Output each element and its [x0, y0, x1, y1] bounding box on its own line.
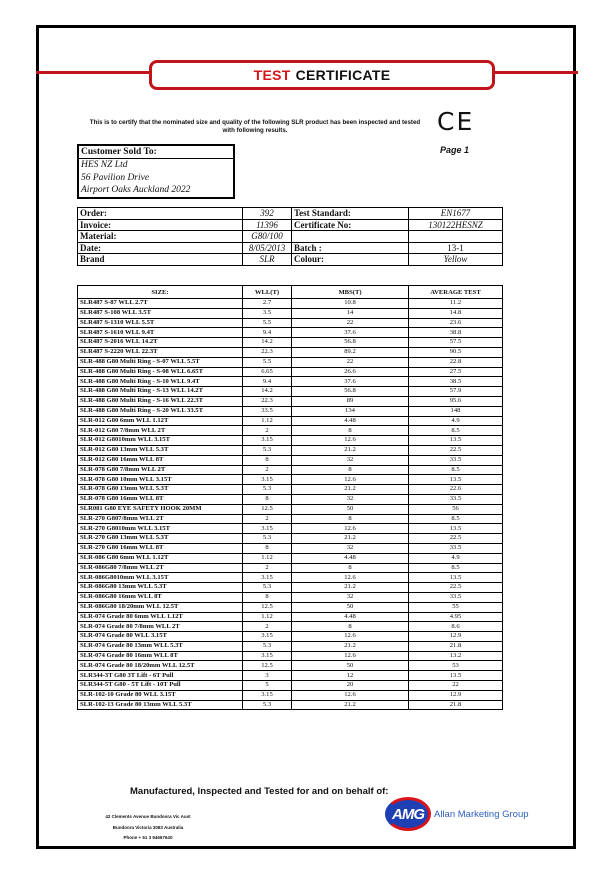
- mbs-cell: 32: [292, 494, 409, 504]
- mbs-cell: 21.2: [292, 641, 409, 651]
- mbs-cell: 32: [292, 543, 409, 553]
- wll-cell: 12.5: [243, 504, 292, 514]
- wll-cell: 12.5: [243, 602, 292, 612]
- wll-cell: 3.5: [243, 308, 292, 318]
- size-cell: SLR-488 G80 Multi Ring - S-10 WLL 9.4T: [78, 377, 243, 387]
- mbs-cell: 32: [292, 455, 409, 465]
- average-test-cell: 38.8: [409, 328, 503, 338]
- table-row: [78, 573, 503, 583]
- table-row: [78, 494, 503, 504]
- size-cell: SLR487 S-2016 WLL 14.2T: [78, 338, 243, 348]
- wll-cell: 8: [243, 592, 292, 602]
- size-cell: SLR-012 G80 16mm WLL 8T: [78, 455, 243, 465]
- mbs-cell: 12.6: [292, 436, 409, 446]
- info-value: 8/05/2013: [243, 242, 292, 254]
- wll-cell: 5: [243, 681, 292, 691]
- average-test-cell: 27.5: [409, 367, 503, 377]
- average-test-cell: 4.9: [409, 416, 503, 426]
- wll-cell: 5.3: [243, 641, 292, 651]
- phone-line: Phone + 61 3 94667640: [123, 835, 173, 840]
- average-test-cell: 33.5: [409, 455, 503, 465]
- certificate-title: [149, 60, 495, 90]
- ce-mark-icon: CE: [437, 107, 475, 136]
- info-label: Material:: [78, 231, 243, 243]
- table-row: [78, 328, 503, 338]
- size-cell: SLR-488 G80 Multi Ring - S-08 WLL 6.65T: [78, 367, 243, 377]
- order-info-table: [77, 207, 503, 266]
- average-test-cell: 12.9: [409, 690, 503, 700]
- customer-line: 56 Pavilion Drive: [81, 172, 150, 183]
- mbs-cell: 50: [292, 504, 409, 514]
- wll-cell: 8: [243, 543, 292, 553]
- mbs-cell: 8: [292, 563, 409, 573]
- info-value-2: [409, 231, 503, 243]
- mbs-cell: 8: [292, 465, 409, 475]
- info-value: 392: [243, 208, 292, 220]
- average-test-cell: 13.2: [409, 651, 503, 661]
- size-cell: SLR-074 Grade 80 7/8mm WLL 2T: [78, 622, 243, 632]
- average-test-cell: 14.8: [409, 308, 503, 318]
- size-cell: SLR-074 Grade 80 16mm WLL 8T: [78, 651, 243, 661]
- mbs-cell: 14: [292, 308, 409, 318]
- table-row: [78, 543, 503, 553]
- table-row: [78, 465, 503, 475]
- table-row: [78, 445, 503, 455]
- average-test-cell: 57.9: [409, 387, 503, 397]
- wll-cell: 22.3: [243, 347, 292, 357]
- size-cell: SLR487 S-108 WLL 3.5T: [78, 308, 243, 318]
- header-mbs: MBS(T): [292, 286, 409, 299]
- wll-cell: 5.5: [243, 318, 292, 328]
- mbs-cell: 50: [292, 602, 409, 612]
- table-row: [78, 367, 503, 377]
- size-cell: SLR-488 G80 Multi Ring - S-13 WLL 14.2T: [78, 387, 243, 397]
- mbs-cell: 56.8: [292, 338, 409, 348]
- size-cell: SLR-074 Grade 80 18/20mm WLL 12.5T: [78, 661, 243, 671]
- average-test-cell: 53: [409, 661, 503, 671]
- size-cell: SLR-012 G80 6mm WLL 1.12T: [78, 416, 243, 426]
- mbs-cell: 21.2: [292, 445, 409, 455]
- mbs-cell: 22: [292, 357, 409, 367]
- wll-cell: 5.3: [243, 700, 292, 710]
- size-cell: SLR344-3T G80 3T Lift - 6T Pull: [78, 671, 243, 681]
- average-test-cell: 22.5: [409, 534, 503, 544]
- wll-cell: 3.15: [243, 436, 292, 446]
- table-row: [78, 514, 503, 524]
- mbs-cell: 12.6: [292, 690, 409, 700]
- size-cell: SLR-086G80 18/20mm WLL 12.5T: [78, 602, 243, 612]
- average-test-cell: 13.5: [409, 524, 503, 534]
- table-row: [78, 700, 503, 710]
- table-row: [78, 299, 503, 309]
- mbs-cell: 12.6: [292, 475, 409, 485]
- address-line: Bundoora Victoria 3083 Australia: [112, 824, 184, 830]
- size-cell: SLR-270 G807/8mm WLL 2T: [78, 514, 243, 524]
- mbs-cell: 32: [292, 592, 409, 602]
- table-row: [78, 583, 503, 593]
- customer-line: HES NZ Ltd: [81, 160, 128, 170]
- size-cell: SLR-078 G80 16mm WLL 8T: [78, 494, 243, 504]
- table-row: [78, 602, 503, 612]
- size-cell: SLR-074 Grade 80 6mm WLL 1.12T: [78, 612, 243, 622]
- company-address: [88, 812, 208, 844]
- average-test-cell: 8.6: [409, 622, 503, 632]
- wll-cell: 1.12: [243, 416, 292, 426]
- size-cell: SLR-102-10 Grade 80 WLL 3.15T: [78, 690, 243, 700]
- table-row: [78, 524, 503, 534]
- wll-cell: 2: [243, 426, 292, 436]
- mbs-cell: 10.8: [292, 299, 409, 309]
- wll-cell: 14.2: [243, 387, 292, 397]
- table-row: [78, 426, 503, 436]
- size-cell: SLR-012 G80 13mm WLL 5.3T: [78, 445, 243, 455]
- wll-cell: 5.3: [243, 534, 292, 544]
- size-cell: SLR-074 Grade 80 WLL 3.15T: [78, 632, 243, 642]
- size-cell: SLR-086G80 13mm WLL 5.3T: [78, 583, 243, 593]
- size-cell: SLR-078 G80 7/8mm WLL 2T: [78, 465, 243, 475]
- table-row: [78, 406, 503, 416]
- customer-line: Airport Oaks Auckland 2022: [81, 185, 191, 195]
- info-value-2: 13-1: [409, 242, 503, 254]
- table-row: [78, 347, 503, 357]
- mbs-cell: 4.48: [292, 416, 409, 426]
- wll-cell: 2: [243, 563, 292, 573]
- size-cell: SLR081 G80 EYE SAFETY HOOK 20MM: [78, 504, 243, 514]
- customer-box: [77, 144, 235, 199]
- address-line: 42 Clements Avenue Bundoora Vic Aust: [105, 814, 191, 819]
- mbs-cell: 12.6: [292, 651, 409, 661]
- wll-cell: 8: [243, 455, 292, 465]
- wll-cell: 9.4: [243, 377, 292, 387]
- info-value: SLR: [243, 254, 292, 266]
- test-results-table: [77, 285, 503, 710]
- wll-cell: 2: [243, 622, 292, 632]
- size-cell: SLR487 S-1610 WLL 9.4T: [78, 328, 243, 338]
- average-test-cell: 8.5: [409, 465, 503, 475]
- table-row: [78, 690, 503, 700]
- table-row: [78, 651, 503, 661]
- table-row: [78, 671, 503, 681]
- info-label-2: Batch :: [292, 242, 409, 254]
- average-test-cell: 8.5: [409, 426, 503, 436]
- wll-cell: 3.15: [243, 651, 292, 661]
- average-test-cell: 23.6: [409, 318, 503, 328]
- table-row: [78, 357, 503, 367]
- table-row: [78, 661, 503, 671]
- info-row: [78, 219, 503, 231]
- wll-cell: 12.5: [243, 661, 292, 671]
- table-row: [78, 338, 503, 348]
- wll-cell: 2.7: [243, 299, 292, 309]
- wll-cell: 3: [243, 671, 292, 681]
- table-row: [78, 553, 503, 563]
- average-test-cell: 22.8: [409, 357, 503, 367]
- mbs-cell: 134: [292, 406, 409, 416]
- header-average-test: AVERAGE TEST: [409, 286, 503, 299]
- mbs-cell: 56.8: [292, 387, 409, 397]
- table-row: [78, 681, 503, 691]
- size-cell: SLR-086G80 7/8mm WLL 2T: [78, 563, 243, 573]
- mbs-cell: 8: [292, 514, 409, 524]
- info-label: Order:: [78, 208, 243, 220]
- average-test-cell: 33.5: [409, 592, 503, 602]
- info-row: [78, 254, 503, 266]
- info-row: [78, 208, 503, 220]
- average-test-cell: 13.5: [409, 475, 503, 485]
- average-test-cell: 13.5: [409, 436, 503, 446]
- wll-cell: 3.15: [243, 573, 292, 583]
- wll-cell: 3.15: [243, 475, 292, 485]
- header-rule-left: [36, 71, 149, 74]
- table-row: [78, 622, 503, 632]
- average-test-cell: 22.6: [409, 485, 503, 495]
- wll-cell: 5.3: [243, 445, 292, 455]
- size-cell: SLR-270 G8010mm WLL 3.15T: [78, 524, 243, 534]
- certification-statement: This is to certify that the nominated size and quality of the following SLR product has been inspected and tested with following results.: [89, 119, 421, 134]
- table-row: [78, 436, 503, 446]
- average-test-cell: 38.5: [409, 377, 503, 387]
- company-name: Allan Marketing Group: [434, 808, 529, 820]
- average-test-cell: 22: [409, 681, 503, 691]
- size-cell: SLR-074 Grade 80 13mm WLL 5.3T: [78, 641, 243, 651]
- size-cell: SLR-488 G80 Multi Ring - S-20 WLL 33.5T: [78, 406, 243, 416]
- info-value-2: 130122HESNZ: [409, 219, 503, 231]
- wll-cell: 5.3: [243, 583, 292, 593]
- info-row: [78, 242, 503, 254]
- mbs-cell: 21.2: [292, 485, 409, 495]
- title-red: TEST: [253, 67, 291, 83]
- table-row: [78, 377, 503, 387]
- average-test-cell: 33.5: [409, 543, 503, 553]
- mbs-cell: 37.6: [292, 328, 409, 338]
- average-test-cell: 13.5: [409, 573, 503, 583]
- info-label-2: Certificate No:: [292, 219, 409, 231]
- wll-cell: 14.2: [243, 338, 292, 348]
- info-value-2: EN1677: [409, 208, 503, 220]
- average-test-cell: 4.9: [409, 553, 503, 563]
- amg-logo: [385, 797, 529, 831]
- average-test-cell: 90.5: [409, 347, 503, 357]
- wll-cell: 22.3: [243, 396, 292, 406]
- wll-cell: 2: [243, 514, 292, 524]
- average-test-cell: 22.5: [409, 583, 503, 593]
- size-cell: SLR-086G80 16mm WLL 8T: [78, 592, 243, 602]
- average-test-cell: 8.5: [409, 563, 503, 573]
- footer-statement: Manufactured, Inspected and Tested for and on behalf of:: [130, 786, 389, 797]
- mbs-cell: 21.2: [292, 583, 409, 593]
- table-row: [78, 612, 503, 622]
- table-row: [78, 641, 503, 651]
- mbs-cell: 12.6: [292, 573, 409, 583]
- table-row: [78, 592, 503, 602]
- average-test-cell: 55: [409, 602, 503, 612]
- average-test-cell: 148: [409, 406, 503, 416]
- info-value: 11396: [243, 219, 292, 231]
- table-row: [78, 396, 503, 406]
- table-row: [78, 534, 503, 544]
- header-rule-right: [494, 71, 578, 74]
- mbs-cell: 12.6: [292, 632, 409, 642]
- customer-heading: Customer Sold To:: [79, 146, 233, 159]
- size-cell: SLR344-5T G80 - 5T Lift - 10T Pull: [78, 681, 243, 691]
- info-value-2: Yellow: [409, 254, 503, 266]
- average-test-cell: 11.2: [409, 299, 503, 309]
- info-label: Invoice:: [78, 219, 243, 231]
- table-row: [78, 563, 503, 573]
- size-cell: SLR-102-13 Grade 80 13mm WLL 5.3T: [78, 700, 243, 710]
- title-black: CERTIFICATE: [295, 67, 391, 83]
- average-test-cell: 21.8: [409, 641, 503, 651]
- size-cell: SLR-270 G80 13mm WLL 5.3T: [78, 534, 243, 544]
- size-cell: SLR487 S-1310 WLL 5.5T: [78, 318, 243, 328]
- info-value: G80/100: [243, 231, 292, 243]
- size-cell: SLR487 S-2220 WLL 22.3T: [78, 347, 243, 357]
- mbs-cell: 20: [292, 681, 409, 691]
- size-cell: SLR-488 G80 Multi Ring - S-07 WLL 5.5T: [78, 357, 243, 367]
- page-number: Page 1: [440, 145, 470, 155]
- table-row: [78, 475, 503, 485]
- header-wll: WLL(T): [243, 286, 292, 299]
- info-label-2: Test Standard:: [292, 208, 409, 220]
- average-test-cell: 4.95: [409, 612, 503, 622]
- info-row: [78, 231, 503, 243]
- size-cell: SLR-488 G80 Multi Ring - S-16 WLL 22.3T: [78, 396, 243, 406]
- table-row: [78, 455, 503, 465]
- average-test-cell: 22.5: [409, 445, 503, 455]
- size-cell: SLR-012 G80 7/8mm WLL 2T: [78, 426, 243, 436]
- header-size: SIZE:: [78, 286, 243, 299]
- mbs-cell: 89.2: [292, 347, 409, 357]
- average-test-cell: 56: [409, 504, 503, 514]
- size-cell: SLR487 S-87 WLL 2.7T: [78, 299, 243, 309]
- mbs-cell: 22: [292, 318, 409, 328]
- wll-cell: 6.65: [243, 367, 292, 377]
- table-row: [78, 632, 503, 642]
- size-cell: SLR-086 G80 6mm WLL 1.12T: [78, 553, 243, 563]
- amg-logo-icon: AMG: [385, 797, 431, 831]
- mbs-cell: 21.2: [292, 534, 409, 544]
- wll-cell: 2: [243, 465, 292, 475]
- mbs-cell: 4.48: [292, 612, 409, 622]
- wll-cell: 9.4: [243, 328, 292, 338]
- table-row: [78, 318, 503, 328]
- table-row: [78, 387, 503, 397]
- info-label: Brand: [78, 254, 243, 266]
- size-cell: SLR-270 G80 16mm WLL 8T: [78, 543, 243, 553]
- table-row: [78, 308, 503, 318]
- size-cell: SLR-086G8010mm WLL 3.15T: [78, 573, 243, 583]
- info-label-2: [292, 231, 409, 243]
- mbs-cell: 37.6: [292, 377, 409, 387]
- wll-cell: 5.3: [243, 485, 292, 495]
- wll-cell: 33.5: [243, 406, 292, 416]
- wll-cell: 1.12: [243, 553, 292, 563]
- average-test-cell: 33.5: [409, 494, 503, 504]
- wll-cell: 3.15: [243, 632, 292, 642]
- mbs-cell: 26.6: [292, 367, 409, 377]
- mbs-cell: 8: [292, 426, 409, 436]
- wll-cell: 3.15: [243, 524, 292, 534]
- mbs-cell: 89: [292, 396, 409, 406]
- wll-cell: 5.5: [243, 357, 292, 367]
- mbs-cell: 12: [292, 671, 409, 681]
- average-test-cell: 8.5: [409, 514, 503, 524]
- info-label-2: Colour:: [292, 254, 409, 266]
- average-test-cell: 95.6: [409, 396, 503, 406]
- mbs-cell: 4.48: [292, 553, 409, 563]
- table-row: [78, 416, 503, 426]
- size-cell: SLR-012 G8010mm WLL 3.15T: [78, 436, 243, 446]
- table-header-row: [78, 286, 503, 299]
- wll-cell: 1.12: [243, 612, 292, 622]
- mbs-cell: 12.6: [292, 524, 409, 534]
- average-test-cell: 12.9: [409, 632, 503, 642]
- size-cell: SLR-078 G80 13mm WLL 5.3T: [78, 485, 243, 495]
- mbs-cell: 21.2: [292, 700, 409, 710]
- table-row: [78, 504, 503, 514]
- mbs-cell: 50: [292, 661, 409, 671]
- mbs-cell: 8: [292, 622, 409, 632]
- table-row: [78, 485, 503, 495]
- info-label: Date:: [78, 242, 243, 254]
- average-test-cell: 13.5: [409, 671, 503, 681]
- average-test-cell: 57.5: [409, 338, 503, 348]
- wll-cell: 8: [243, 494, 292, 504]
- wll-cell: 3.15: [243, 690, 292, 700]
- average-test-cell: 21.8: [409, 700, 503, 710]
- size-cell: SLR-078 G80 10mm WLL 3.15T: [78, 475, 243, 485]
